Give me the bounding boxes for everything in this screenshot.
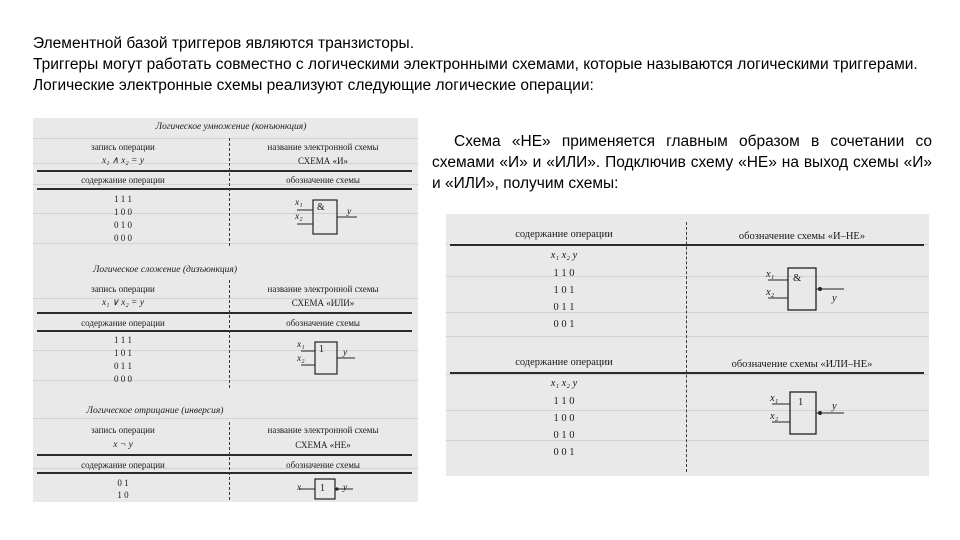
not-col1: запись операции — [91, 425, 155, 435]
not-title: Логическое отрицание (инверсия) — [86, 406, 224, 416]
nand-gate-symbol — [764, 266, 864, 318]
nor-row-4: 0 0 1 — [553, 447, 575, 458]
or-symbol: 1 — [319, 344, 324, 355]
nor-header: x₁ x₂ y — [550, 378, 578, 389]
or-name: СХЕМА «ИЛИ» — [291, 298, 355, 308]
not-symbol: 1 — [320, 483, 325, 494]
or-divider — [37, 312, 412, 314]
and-name: СХЕМА «И» — [297, 156, 349, 166]
or-row-3: 0 1 1 — [114, 361, 132, 371]
not-row-1: 0 1 — [117, 478, 129, 488]
and-col4: обозначение схемы — [286, 175, 360, 185]
or-col3: содержание операции — [81, 318, 165, 328]
not-gate-symbol — [291, 478, 371, 502]
or-col4: обозначение схемы — [286, 318, 360, 328]
not-column-divider — [229, 422, 231, 500]
or-out: y — [343, 348, 348, 358]
and-col3: содержание операции — [81, 175, 165, 185]
nand-symbol: & — [793, 273, 802, 284]
not-in: x — [297, 483, 302, 493]
or-row-2: 1 0 1 — [114, 348, 132, 358]
and-gate-symbol — [291, 196, 371, 240]
and-col1: запись операции — [91, 142, 155, 152]
or-in1: x₁ — [297, 340, 305, 350]
nand-out: y — [832, 293, 837, 304]
or-title: Логическое сложение (дизъюнкция) — [92, 265, 238, 275]
and-symbol: & — [317, 202, 325, 213]
intro-line-3: Логические электронные схемы реализуют следующие логические операции: — [33, 77, 594, 94]
not-name: СХЕМА «НЕ» — [295, 440, 351, 450]
nor-row-2: 1 0 0 — [553, 413, 575, 424]
nand-row-2: 1 0 1 — [553, 285, 575, 296]
intro-text — [33, 33, 933, 96]
nand-col2: обозначение схемы «И–НЕ» — [738, 231, 866, 242]
not-formula: x ¬ y — [113, 440, 133, 450]
and-column-divider — [229, 138, 231, 246]
not-divider — [37, 454, 412, 456]
or-row-4: 0 0 0 — [114, 374, 132, 384]
not-out: y — [343, 483, 348, 493]
not-divider-2 — [37, 472, 412, 474]
nor-gate-symbol — [768, 390, 864, 442]
and-out: y — [347, 207, 352, 217]
or-gate-symbol — [295, 338, 375, 382]
or-formula: x₁ ∨ x₂ = y — [101, 298, 145, 308]
or-col2: название электронной схемы — [267, 284, 379, 294]
scan-right-logic-table — [446, 214, 929, 476]
and-divider — [37, 170, 412, 172]
not-col2: название электронной схемы — [267, 425, 379, 435]
nor-symbol: 1 — [798, 397, 804, 408]
nor-row-3: 0 1 0 — [553, 430, 575, 441]
or-in2: x₂ — [297, 354, 305, 364]
scan-left-logic-table — [33, 118, 418, 502]
nor-col2: обозначение схемы «ИЛИ–НЕ» — [731, 359, 873, 370]
and-title: Логическое умножение (конъюнкция) — [155, 122, 307, 132]
or-col1: запись операции — [91, 284, 155, 294]
nand-column-divider — [686, 222, 688, 348]
nor-column-divider — [686, 350, 688, 472]
nor-col1: содержание операции — [515, 357, 613, 368]
not-col4: обозначение схемы — [286, 460, 360, 470]
and-row-1: 1 1 1 — [114, 194, 132, 204]
or-column-divider — [229, 280, 231, 388]
or-row-1: 1 1 1 — [114, 335, 132, 345]
nand-row-1: 1 1 0 — [553, 268, 575, 279]
nand-row-3: 0 1 1 — [553, 302, 575, 313]
side-paragraph: Схема «НЕ» применяется главным образом в сочетании со схемами «И» и «ИЛИ». Подключив схему «НЕ» на выход схемы «И» и «ИЛИ», получим схемы: — [432, 133, 932, 192]
and-row-2: 1 0 0 — [114, 207, 132, 217]
and-row-4: 0 0 0 — [114, 233, 132, 243]
and-col2: название электронной схемы — [267, 142, 379, 152]
nand-in1: x₁ — [766, 269, 775, 280]
and-row-3: 0 1 0 — [114, 220, 132, 230]
or-divider-2 — [37, 330, 412, 332]
nand-col1: содержание операции — [515, 229, 613, 240]
intro-line-1: Элементной базой триггеров являются транзисторы. — [33, 35, 414, 52]
nand-in2: x₂ — [766, 287, 775, 298]
and-formula: x₁ ∧ x₂ = y — [101, 156, 145, 166]
and-in2: x₂ — [295, 212, 303, 222]
and-divider-2 — [37, 188, 412, 190]
intro-line-2: Триггеры могут работать совместно с логическими электронными схемами, которые называются логическими триггерами. — [33, 56, 918, 73]
nor-row-1: 1 1 0 — [553, 396, 575, 407]
not-row-2: 1 0 — [117, 490, 129, 500]
nor-in1: x₁ — [770, 393, 779, 404]
nor-out: y — [832, 401, 837, 412]
nand-header: x₁ x₂ y — [550, 250, 578, 261]
and-in1: x₁ — [295, 198, 303, 208]
nor-in2: x₂ — [770, 411, 779, 422]
nand-row-4: 0 0 1 — [553, 319, 575, 330]
not-col3: содержание операции — [81, 460, 165, 470]
